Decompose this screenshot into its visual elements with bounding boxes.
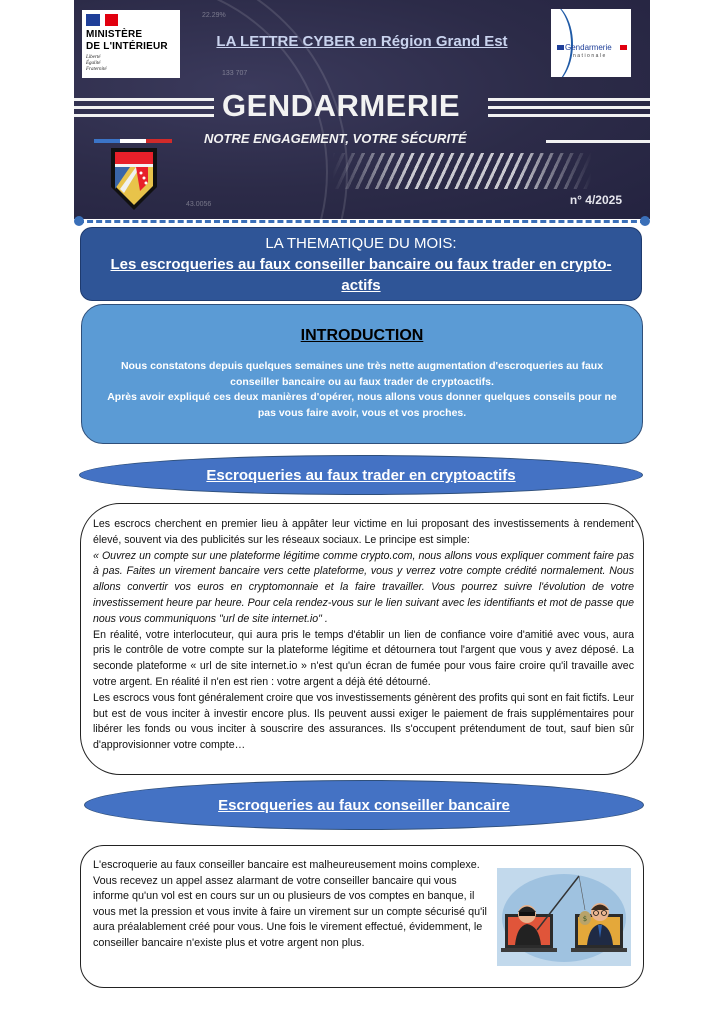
decorative-stripes [332,153,592,189]
background-number: 22.29% [202,12,226,19]
introduction-paragraph-1: Nous constatons depuis quelques semaines une très nette augmentation d'escroqueries au faux conseiller bancaire ou au faux trader de cryptoactifs. [120,360,604,388]
decorative-line [74,106,214,109]
introduction-heading: INTRODUCTION [300,327,424,344]
newsletter-title: LA LETTRE CYBER en Région Grand Est [216,33,508,50]
phishing-scammer-illustration-icon [497,868,631,966]
crypto-paragraph-3: Les escrocs vous font généralement croire que vos investissements génèrent des profits qui sont en fait fictifs. Leur but est de vous inciter à investir encore plus. Ils peuvent aussi exiger le paiement de frais supplémentaires pour libérer les fonds ou vous inciter à souscrire des assurances. Ils s'occupent prétendument de tout, sauf bien sûr d'approvisionner votre compte… [93,691,634,752]
crypto-trader-scam-card [80,503,644,775]
decorative-line [546,140,650,143]
motto-liberte: Liberté [86,55,101,60]
divider-dot [640,216,650,226]
introduction-box [81,304,643,444]
background-number: 43.0056 [186,201,212,208]
theme-box [80,227,642,301]
theme-title: Les escroqueries au faux conseiller bancaire ou faux trader en crypto-actifs [110,256,612,294]
decorative-line [74,98,214,101]
marianne-flag-icon [86,14,118,26]
header-banner [74,0,650,219]
nationale-logo-text: nationale [573,53,607,59]
theme-label: LA THEMATIQUE DU MOIS: [265,235,457,252]
introduction-paragraph-2: Après avoir expliqué ces deux manières d'opérer, nous allons vous donner quelques conseils pour ne pas vous faire avoir, vous et vos proches. [107,391,617,419]
decorative-line [488,98,650,101]
crypto-paragraph-2: En réalité, votre interlocuteur, qui aura pris le temps d'établir un lien de confiance voire d'amitié avec vous, aura pris le contrôle de votre compte sur la plateforme légitime et détournera tout l'argent que vous y avez déposé. La seconde plateforme « url de site internet.io » n'est qu'un écran de fumée pour vous faire croire qu'il travaille avec votre argent. En réalité il n'en est rien : votre argent a déjà été détourné. [93,628,634,688]
issue-number: n° 4/2025 [569,193,622,207]
fake-bank-advisor-card [80,845,644,988]
crypto-scam-quote: « Ouvrez un compte sur une plateforme légitime comme crypto.com, nous allons vous expliquer comment faire pas à pas. Faites un virement bancaire vers cette plateforme, vous y verrez votre compte crédité normalement. Nous allons convertir vos euros en cryptomonnaie et la faire travailler. Vous pourrez suivre l'évolution de votre investissement heure par heure. Pour cela rendez-vous sur le lien suivant avec les identifiants et mot de passe que nous vous communiquons "url de site internet.io" . [93,549,634,625]
ministry-name-2: DE L'INTÉRIEUR [86,41,168,52]
tricolor-blue [94,139,120,143]
background-number: 133 707 [222,70,248,77]
tricolor-red [146,139,172,143]
bank-advisor-paragraph: L'escroquerie au faux conseiller bancaire est malheureusement moins complexe. Vous recevez un appel assez alarmant de votre conseiller bancaire qui vous informe qu'un vol est en cours sur un ou plusieurs de vos comptes en banque, il vous met la pression et vous invite à faire un virement sur un compte sécurisé qu'il aura préalablement créé pour vous. Une fois le virement effectué, évidemment, le conseiller bancaire n'existe plus et votre argent non plus. [93,859,487,949]
gendarmerie-nationale-logo [551,9,631,77]
section-title-fake-bank-advisor: Escroqueries au faux conseiller bancaire [84,780,644,830]
motto-egalite: Égalité [86,61,101,66]
slogan: NOTRE ENGAGEMENT, VOTRE SÉCURITÉ [204,131,467,146]
svg-text:$: $ [582,915,588,923]
dotted-divider [78,220,646,223]
tricolor-white [120,139,146,143]
region-coat-of-arms-icon [110,147,158,211]
phishing-illustration [497,868,631,966]
decorative-line [488,106,650,109]
crypto-paragraph-1: Les escrocs cherchent en premier lieu à appâter leur victime en lui proposant des investissements à rendement élevé, souvent via des publicités sur les réseaux sociaux. Le principe est simple: [93,518,634,546]
ministry-name: MINISTÈRE [86,29,143,40]
decorative-line [74,114,214,117]
gendarmerie-logo-text: Gendarmerie [565,43,612,52]
decorative-line [488,114,650,117]
gendarmerie-headline: GENDARMERIE [222,88,461,123]
section-title-crypto-trader: Escroqueries au faux trader en cryptoactifs [79,455,643,495]
motto-fraternite: Fraternité [86,67,107,72]
